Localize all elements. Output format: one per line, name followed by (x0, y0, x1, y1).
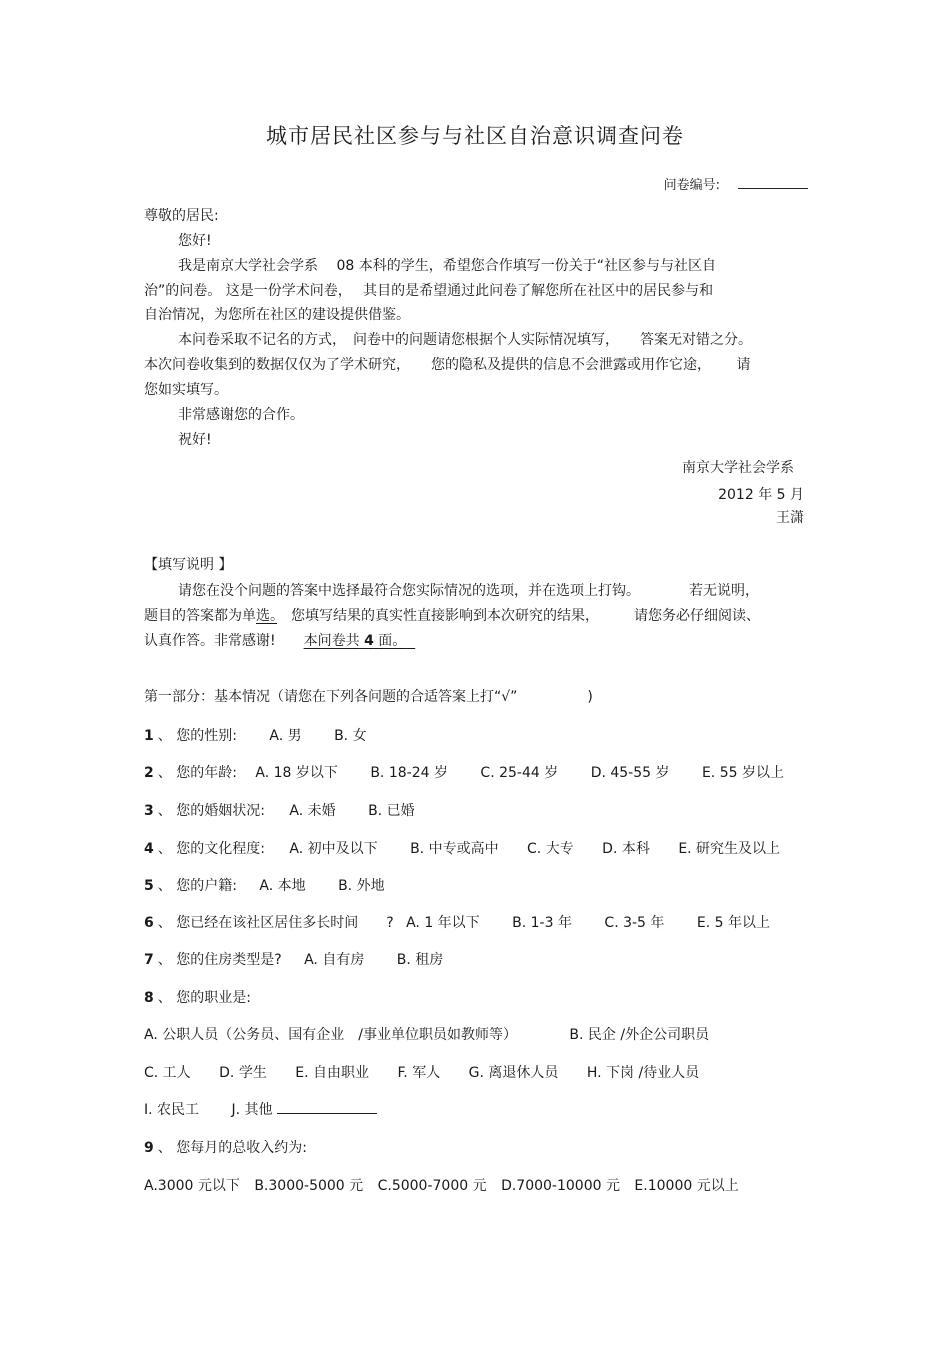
option[interactable]: A. 自有房 (304, 952, 365, 968)
page-count-label: 本问卷共 (303, 633, 360, 649)
option[interactable]: D. 本科 (602, 841, 650, 857)
intro-line-2: 治”的问卷。 这是一份学术问卷， 其目的是希望通过此问卷了解您所在社区中的居民参与和 (144, 283, 714, 299)
option[interactable]: E. 研究生及以上 (678, 841, 781, 857)
instructions-line-2-a: 题目的答案都为单 (144, 608, 256, 624)
option[interactable]: D. 45-55 岁 (590, 765, 670, 781)
option[interactable]: A. 初中及以下 (289, 841, 378, 857)
option[interactable]: F. 军人 (397, 1065, 441, 1081)
question-text: 、 您的性别: (157, 728, 237, 744)
instructions-line-2-b: 选。 (256, 608, 277, 624)
question-number: 8 (144, 990, 154, 1006)
anonymity-line-3: 您如实填写。 (144, 382, 228, 398)
questionnaire-number (664, 174, 808, 193)
option[interactable]: A. 18 岁以下 (255, 765, 338, 781)
signature-org: 南京大学社会学系 (682, 460, 794, 476)
anonymity-line-1: 本问卷采取不记名的方式， 问卷中的问题请您根据个人实际情况填写， 答案无对错之分。 (178, 332, 752, 348)
option[interactable]: C. 25-44 岁 (480, 765, 559, 781)
option[interactable]: B.3000-5000 元 (254, 1178, 364, 1194)
question-text: 、 您的职业是: (157, 990, 251, 1006)
option[interactable]: A. 男 (269, 728, 302, 744)
option[interactable]: B. 租房 (396, 952, 444, 968)
question-text: 、 您的婚姻状况: (157, 803, 265, 819)
signature-name: 王潇 (776, 510, 804, 526)
option[interactable]: A. 公职人员（公务员、国有企业 /事业单位职员如教师等） (144, 1027, 517, 1043)
option[interactable]: D. 学生 (219, 1065, 267, 1081)
option[interactable]: B. 民企 /外企公司职员 (569, 1027, 710, 1043)
option[interactable]: H. 下岗 /待业人员 (586, 1065, 700, 1081)
question-5 (144, 875, 385, 895)
occupation-row-2 (144, 1062, 699, 1082)
intro-line-3: 自治情况，为您所在社区的建设提供借鉴。 (144, 307, 410, 323)
option[interactable]: E. 55 岁以上 (701, 765, 784, 781)
option[interactable]: B. 中专或高中 (410, 841, 499, 857)
question-3 (144, 800, 415, 820)
instructions-line-2 (144, 604, 760, 628)
question-text: 、 您每月的总收入约为: (157, 1140, 307, 1156)
salutation: 尊敬的居民: (144, 208, 219, 224)
intro-line-1: 我是南京大学社会学系 08 本科的学生，希望您合作填写一份关于“社区参与与社区自 (178, 258, 716, 274)
question-number: 1 (144, 728, 154, 744)
option[interactable]: J. 其他 (231, 1102, 273, 1118)
page-count-note (304, 633, 416, 649)
question-number: 6 (144, 915, 154, 931)
page-title: 城市居民社区参与与社区自治意识调查问卷 (266, 124, 684, 148)
question-number: 4 (144, 841, 154, 857)
question-number: 5 (144, 878, 154, 894)
option[interactable]: C. 3-5 年 (604, 915, 665, 931)
option[interactable]: C. 大专 (527, 841, 574, 857)
option[interactable]: C. 工人 (144, 1065, 191, 1081)
question-7 (144, 949, 443, 969)
occupation-row-1 (144, 1024, 709, 1044)
page-count-suffix: 面。 (378, 633, 407, 649)
option[interactable]: C.5000-7000 元 (377, 1178, 487, 1194)
instructions-heading: 【填写说明 】 (144, 557, 233, 573)
option[interactable]: B. 女 (334, 728, 367, 744)
signature-date: 2012 年 5 月 (718, 487, 804, 503)
greeting: 您好! (178, 233, 212, 249)
question-text: 、 您的年龄: (157, 765, 237, 781)
part1-heading: 第一部分：基本情况（请您在下列各问题的合适答案上打“√” ) (144, 689, 593, 705)
occupation-row-3 (144, 1099, 377, 1119)
question-number: 2 (144, 765, 154, 781)
page-count-number: 4 (364, 633, 374, 649)
option[interactable]: B. 外地 (338, 878, 385, 894)
thanks-line: 非常感谢您的合作。 (178, 407, 304, 423)
other-occupation-blank[interactable] (277, 1101, 377, 1114)
option[interactable]: A. 本地 (259, 878, 306, 894)
question-text: 、 您的户籍: (157, 878, 237, 894)
question-6 (144, 912, 770, 932)
option[interactable]: I. 农民工 (144, 1102, 200, 1118)
question-number: 9 (144, 1140, 154, 1156)
question-1 (144, 725, 367, 745)
anonymity-line-2: 本次问卷收集到的数据仅仅为了学术研究， 您的隐私及提供的信息不会泄露或用作它途， 请 (144, 357, 751, 373)
option[interactable]: B. 1-3 年 (512, 915, 572, 931)
question-text: 、 您已经在该社区居住多长时间 ? (157, 915, 394, 931)
option[interactable]: B. 18-24 岁 (370, 765, 448, 781)
question-text: 、 您的文化程度: (157, 841, 265, 857)
option[interactable]: A. 未婚 (289, 803, 336, 819)
option[interactable]: A.3000 元以下 (144, 1178, 240, 1194)
instructions-line-3 (144, 629, 415, 653)
option[interactable]: A. 1 年以下 (406, 915, 480, 931)
option[interactable]: E. 5 年以上 (696, 915, 770, 931)
option[interactable]: B. 已婚 (368, 803, 415, 819)
question-4 (144, 838, 780, 858)
questionnaire-number-label: 问卷编号: (663, 178, 720, 193)
option[interactable]: E. 自由职业 (295, 1065, 370, 1081)
question-8 (144, 987, 251, 1007)
option[interactable]: G. 离退休人员 (468, 1065, 559, 1081)
questionnaire-number-blank[interactable] (738, 176, 808, 189)
income-options (144, 1175, 739, 1195)
question-number: 3 (144, 803, 154, 819)
instructions-line-3-a: 认真作答。非常感谢! (144, 633, 304, 649)
question-text: 、 您的住房类型是? (157, 952, 282, 968)
closing-line: 祝好! (178, 432, 212, 448)
option[interactable]: E.10000 元以上 (634, 1178, 739, 1194)
instructions-line-2-c: 您填写结果的真实性直接影响到本次研究的结果， 请您务必仔细阅读、 (277, 608, 760, 624)
option[interactable]: D.7000-10000 元 (501, 1178, 620, 1194)
question-9 (144, 1137, 307, 1157)
question-number: 7 (144, 952, 154, 968)
question-2 (144, 762, 784, 782)
instructions-line-1: 请您在没个问题的答案中选择最符合您实际情况的选项，并在选项上打钩。 若无说明， (178, 583, 759, 599)
